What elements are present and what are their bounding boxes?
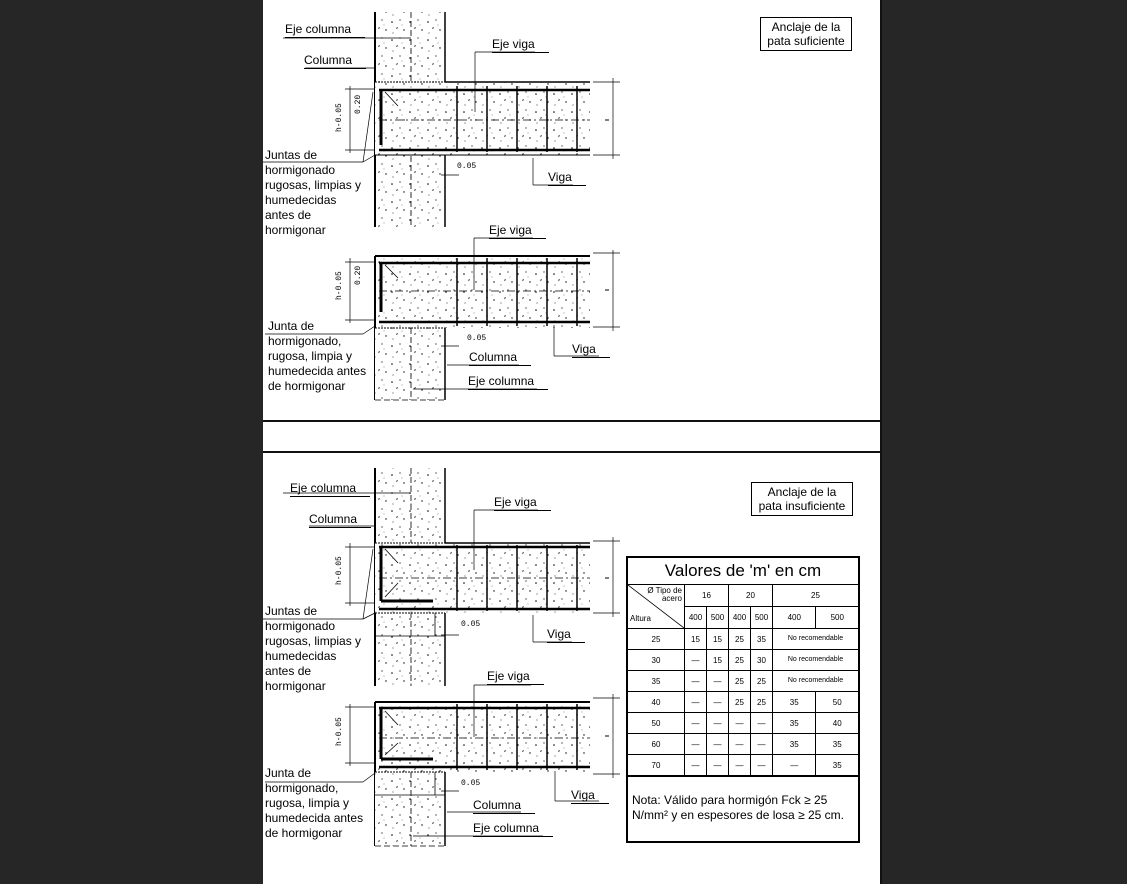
joint-note-2: Junta de hormigonado, rugosa, limpia y humedecida antes de hormigonar: [268, 319, 367, 393]
label-eje-viga-4: Eje viga: [487, 669, 544, 685]
value-cell: 40: [816, 713, 858, 734]
altura-cell: 35: [628, 671, 685, 692]
altura-cell: 40: [628, 692, 685, 713]
anchor-sufficient-label: Anclaje de la pata suficiente: [760, 17, 852, 51]
label-viga-2: Viga: [572, 342, 610, 358]
value-cell: 35: [816, 734, 858, 755]
value-cell: 25: [751, 671, 773, 692]
dim-gap: 0.05: [457, 162, 477, 171]
value-cell: —: [707, 755, 729, 776]
value-cell: —: [685, 671, 707, 692]
label-eje-viga-3: Eje viga: [494, 495, 551, 511]
dim-height: h-0.05: [335, 103, 344, 132]
value-cell: 15: [685, 629, 707, 650]
dim-gap-3: 0.05: [461, 620, 481, 629]
label-eje-columna-4: Eje columna: [473, 821, 553, 837]
steel-type-header: 400: [729, 606, 751, 628]
sheet-gap: [263, 422, 882, 451]
value-cell: 25: [729, 671, 751, 692]
diameter-header: 20: [729, 585, 773, 606]
top-detail-sheet: [263, 0, 882, 422]
joint-note-3: Juntas de hormigonado rugosas, limpias y humedecidas antes de hormigonar: [265, 604, 362, 693]
table-row: [628, 629, 858, 650]
value-cell: 15: [707, 650, 729, 671]
table-title: Valores de 'm' en cm: [628, 558, 858, 585]
diameter-header: 25: [773, 585, 859, 606]
value-cell: 25: [729, 692, 751, 713]
table-row: [628, 692, 858, 713]
label-viga-4: Viga: [571, 788, 609, 804]
label-viga-3: Viga: [547, 627, 585, 643]
corner-steel-type: Ø Tipo de acero: [647, 586, 682, 603]
value-cell: —: [685, 692, 707, 713]
label-columna: Columna: [304, 53, 366, 69]
steel-type-header: 500: [816, 606, 858, 628]
label-columna-4: Columna: [473, 798, 535, 814]
joint-note: Juntas de hormigonado rugosas, limpias y humedecidas antes de hormigonar: [265, 148, 362, 237]
value-cell: —: [685, 650, 707, 671]
value-cell: —: [751, 734, 773, 755]
value-cell: —: [751, 755, 773, 776]
dim-gap-4: 0.05: [461, 779, 481, 788]
value-cell: —: [707, 713, 729, 734]
m-values-grid: [628, 585, 858, 776]
label-eje-columna-2: Eje columna: [468, 374, 548, 390]
value-cell: 35: [773, 734, 816, 755]
anchor-insufficient-label: Anclaje de la pata insuficiente: [751, 482, 853, 516]
label-eje-viga: Eje viga: [492, 37, 549, 53]
value-cell: —: [685, 755, 707, 776]
label-eje-viga-2: Eje viga: [489, 223, 546, 239]
value-cell: 50: [816, 692, 858, 713]
m-values-table: [626, 556, 860, 843]
corner-altura: Altura: [630, 614, 651, 623]
bottom-detail-sheet: [263, 451, 882, 884]
value-cell: 25: [729, 650, 751, 671]
altura-cell: 70: [628, 755, 685, 776]
label-eje-columna-3: Eje columna: [290, 481, 370, 497]
value-cell: —: [751, 713, 773, 734]
value-cell: —: [707, 671, 729, 692]
label-columna-2: Columna: [469, 350, 531, 366]
value-cell: —: [707, 692, 729, 713]
value-cell: —: [729, 734, 751, 755]
value-cell: —: [685, 734, 707, 755]
not-recommended-cell: No recomendable: [773, 629, 859, 650]
altura-cell: 50: [628, 713, 685, 734]
dim-min: 0.20: [354, 94, 363, 114]
table-row: [628, 713, 858, 734]
dim-height-3: h-0.05: [335, 556, 344, 585]
value-cell: 35: [751, 629, 773, 650]
value-cell: 15: [707, 629, 729, 650]
dim-height-4: h-0.05: [335, 717, 344, 746]
value-cell: 25: [751, 692, 773, 713]
table-row: [628, 650, 858, 671]
value-cell: —: [685, 713, 707, 734]
not-recommended-cell: No recomendable: [773, 671, 859, 692]
value-cell: —: [729, 755, 751, 776]
value-cell: —: [729, 713, 751, 734]
label-viga: Viga: [548, 170, 586, 186]
table-row: [628, 734, 858, 755]
value-cell: 30: [751, 650, 773, 671]
table-row: [628, 755, 858, 776]
value-cell: 35: [773, 713, 816, 734]
joint-note-4: Junta de hormigonado, rugosa, limpia y humedecida antes de hormigonar: [265, 766, 364, 840]
altura-cell: 25: [628, 629, 685, 650]
steel-type-header: 400: [685, 606, 707, 628]
steel-type-header: 500: [751, 606, 773, 628]
table-note: Nota: Válido para hormigón Fck ≥ 25 N/mm² y en espesores de losa ≥ 25 cm.: [628, 776, 858, 841]
value-cell: —: [773, 755, 816, 776]
value-cell: 35: [816, 755, 858, 776]
dim-gap-2: 0.05: [467, 334, 487, 343]
table-row: [628, 671, 858, 692]
value-cell: —: [707, 734, 729, 755]
steel-type-header: 400: [773, 606, 816, 628]
steel-type-header: 500: [707, 606, 729, 628]
diameter-header: 16: [685, 585, 729, 606]
dim-min-2: 0.20: [354, 265, 363, 285]
dim-height-2: h-0.05: [335, 271, 344, 300]
label-columna-3: Columna: [309, 512, 371, 528]
not-recommended-cell: No recomendable: [773, 650, 859, 671]
altura-cell: 30: [628, 650, 685, 671]
altura-cell: 60: [628, 734, 685, 755]
table-corner-header: [628, 585, 685, 629]
value-cell: 25: [729, 629, 751, 650]
value-cell: 35: [773, 692, 816, 713]
label-eje-columna: Eje columna: [285, 22, 365, 38]
